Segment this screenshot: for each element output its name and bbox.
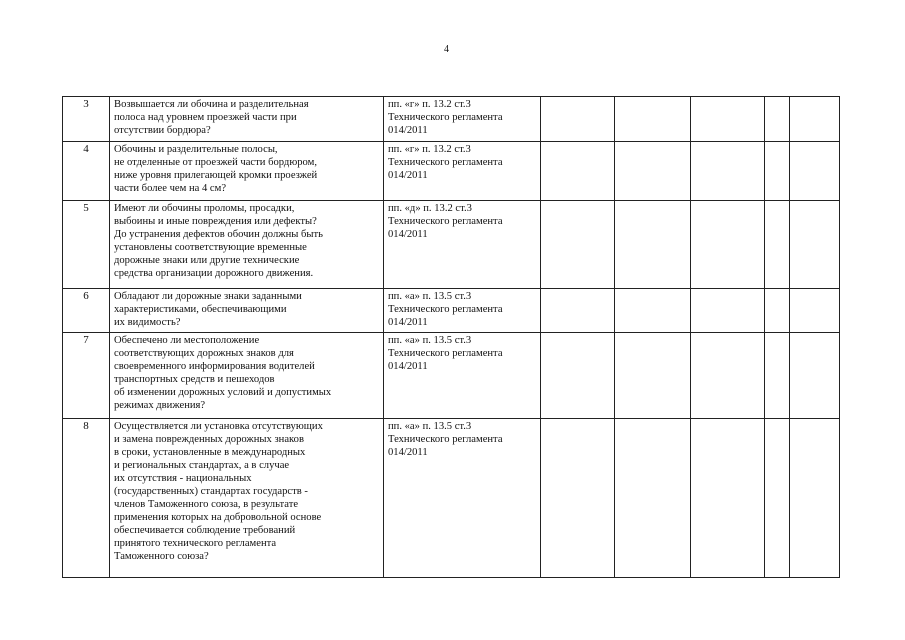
table-row [63,419,840,578]
answer-cell-not-applicable[interactable] [691,201,765,289]
notes-cell[interactable] [790,289,840,333]
reference-cell: пп. «а» п. 13.5 ст.3 Технического регламента 014/2011 [384,419,541,578]
table-row [63,333,840,419]
answer-cell-extra[interactable] [765,333,790,419]
table-row [63,97,840,142]
table-row [63,142,840,201]
answer-cell-extra[interactable] [765,142,790,201]
answer-cell-no[interactable] [615,142,691,201]
answer-cell-yes[interactable] [541,333,615,419]
notes-cell[interactable] [790,419,840,578]
question-cell: Обладают ли дорожные знаки заданными характеристиками, обеспечивающими их видимость? [110,289,384,333]
row-number: 5 [63,201,110,289]
row-number: 8 [63,419,110,578]
page-number: 4 [444,44,449,55]
question-cell: Обеспечено ли местоположение соответствующих дорожных знаков для своевременного информирования водителей транспортных средств и пешеходов об изменении дорожных условий и допустимых режимах движения? [110,333,384,419]
question-cell: Осуществляется ли установка отсутствующих и замена поврежденных дорожных знаков в сроки, установленные в международных и региональных стандартах, а в случае их отсутствия - национальных (государственных) стандартах государств - членов Таможенного союза, в результате применения которых на добровольной основе обеспечивается соблюдение требований принятого технического регламента Таможенного союза? [110,419,384,578]
answer-cell-yes[interactable] [541,97,615,142]
answer-cell-no[interactable] [615,201,691,289]
question-cell: Имеют ли обочины проломы, просадки, выбоины и иные повреждения или дефекты? До устранения дефектов обочин должны быть установлены соответствующие временные дорожные знаки или другие технические средства организации дорожного движения. [110,201,384,289]
row-number: 4 [63,142,110,201]
row-number: 3 [63,97,110,142]
notes-cell[interactable] [790,333,840,419]
answer-cell-extra[interactable] [765,289,790,333]
checklist-table [62,96,840,578]
answer-cell-no[interactable] [615,289,691,333]
table-row [63,289,840,333]
reference-cell: пп. «а» п. 13.5 ст.3 Технического регламента 014/2011 [384,289,541,333]
answer-cell-yes[interactable] [541,201,615,289]
answer-cell-not-applicable[interactable] [691,289,765,333]
answer-cell-no[interactable] [615,333,691,419]
answer-cell-yes[interactable] [541,289,615,333]
answer-cell-not-applicable[interactable] [691,419,765,578]
question-cell: Возвышается ли обочина и разделительная полоса над уровнем проезжей части при отсутствии бордюра? [110,97,384,142]
reference-cell: пп. «г» п. 13.2 ст.3 Технического регламента 014/2011 [384,142,541,201]
notes-cell[interactable] [790,201,840,289]
question-cell: Обочины и разделительные полосы, не отделенные от проезжей части бордюром, ниже уровня прилегающей кромки проезжей части более чем на 4 см? [110,142,384,201]
answer-cell-not-applicable[interactable] [691,97,765,142]
answer-cell-yes[interactable] [541,419,615,578]
answer-cell-yes[interactable] [541,142,615,201]
answer-cell-not-applicable[interactable] [691,142,765,201]
row-number: 7 [63,333,110,419]
table-row [63,201,840,289]
notes-cell[interactable] [790,142,840,201]
answer-cell-extra[interactable] [765,419,790,578]
reference-cell: пп. «д» п. 13.2 ст.3 Технического регламента 014/2011 [384,201,541,289]
answer-cell-extra[interactable] [765,201,790,289]
answer-cell-no[interactable] [615,97,691,142]
reference-cell: пп. «г» п. 13.2 ст.3 Технического регламента 014/2011 [384,97,541,142]
answer-cell-extra[interactable] [765,97,790,142]
answer-cell-no[interactable] [615,419,691,578]
answer-cell-not-applicable[interactable] [691,333,765,419]
row-number: 6 [63,289,110,333]
reference-cell: пп. «а» п. 13.5 ст.3 Технического регламента 014/2011 [384,333,541,419]
notes-cell[interactable] [790,97,840,142]
